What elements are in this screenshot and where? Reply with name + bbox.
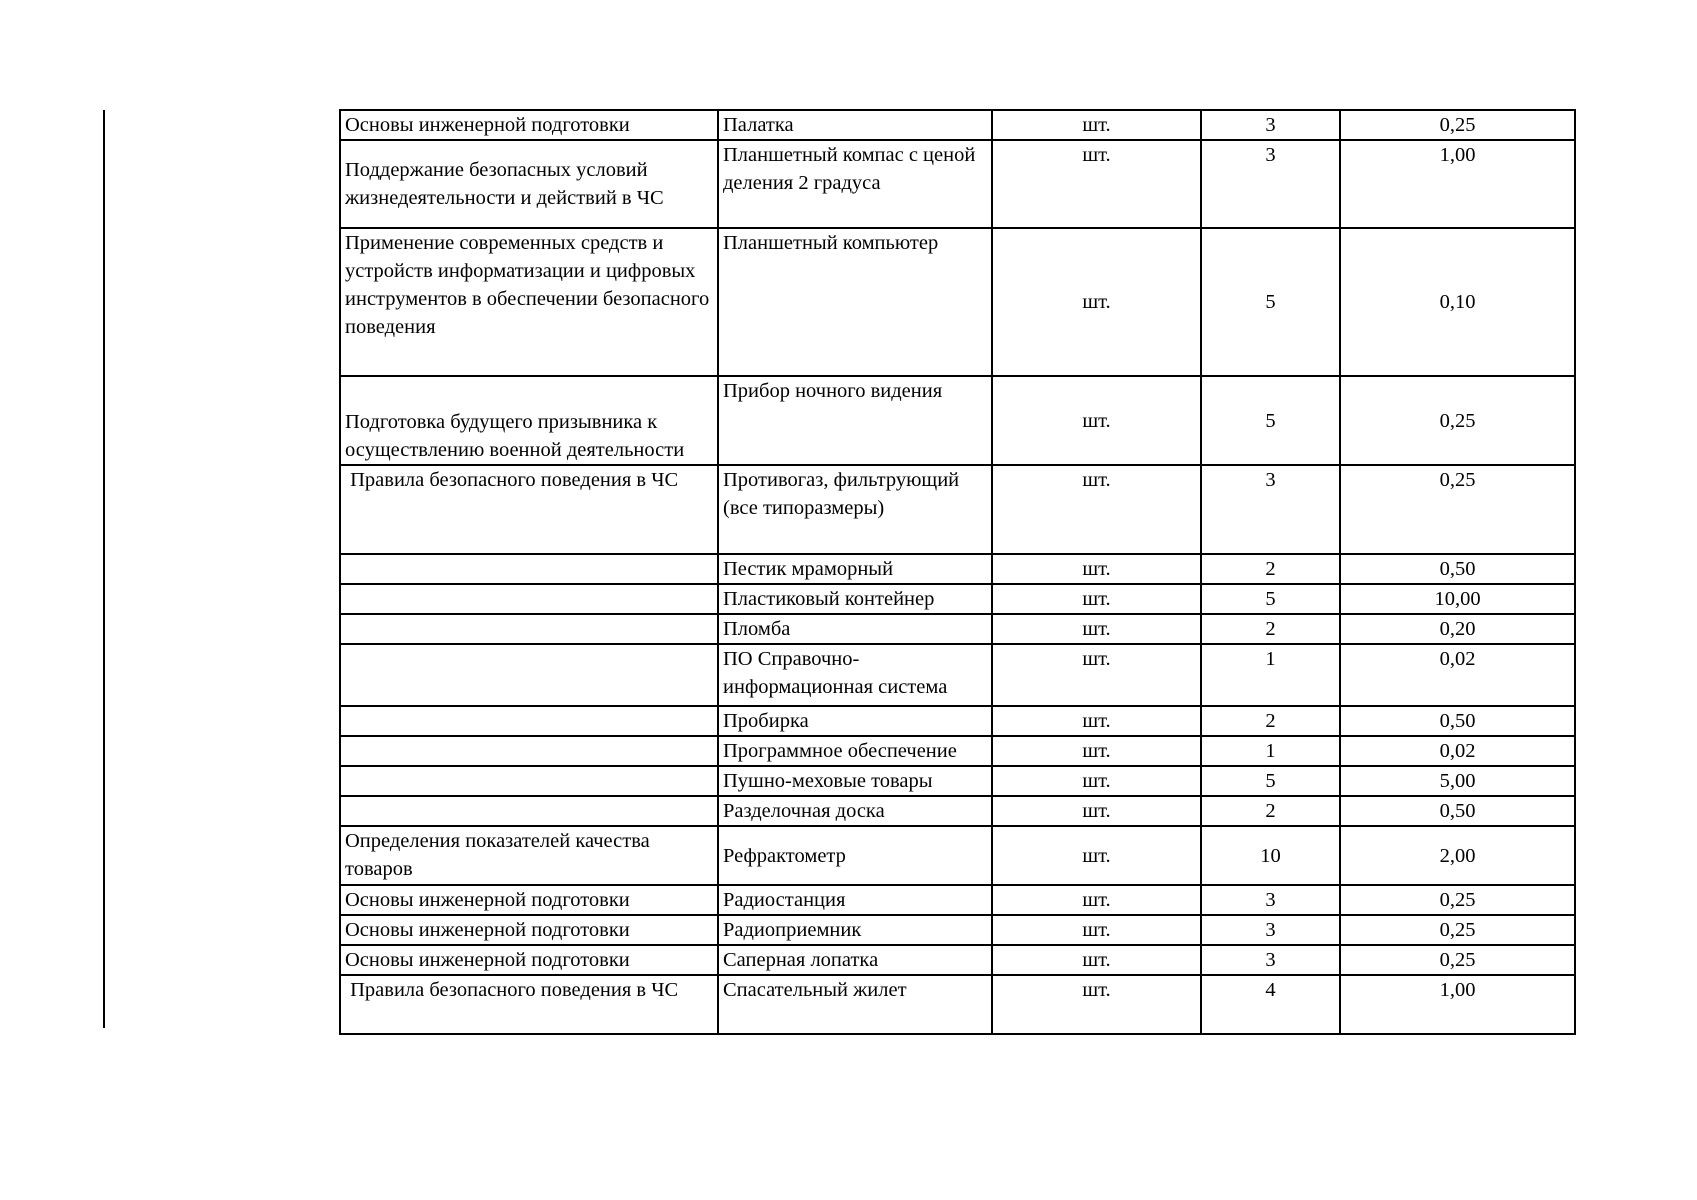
subject-cell [340,766,718,796]
qty-cell: 4 [1201,975,1340,1034]
subject-cell [340,736,718,766]
item-cell: Пломба [718,614,992,644]
value-cell: 0,02 [1340,736,1575,766]
table-row [340,584,1575,614]
qty-cell: 3 [1201,915,1340,945]
unit-cell: шт. [992,945,1201,975]
item-cell: Пестик мраморный [718,554,992,584]
table-row [340,826,1575,885]
value-cell: 0,10 [1340,228,1575,376]
value-cell: 1,00 [1340,975,1575,1034]
qty-cell: 2 [1201,554,1340,584]
unit-cell: шт. [992,736,1201,766]
table-row [340,110,1575,140]
table-row [340,228,1575,376]
table-row [340,736,1575,766]
value-cell: 0,25 [1340,915,1575,945]
unit-cell: шт. [992,554,1201,584]
subject-cell: Определения показателей качества товаров [340,826,718,885]
value-cell: 2,00 [1340,826,1575,885]
value-cell: 0,25 [1340,885,1575,915]
value-cell: 0,20 [1340,614,1575,644]
subject-cell: Основы инженерной подготовки [340,915,718,945]
item-cell: Спасательный жилет [718,975,992,1034]
table-row [340,376,1575,465]
subject-cell: Поддержание безопасных условий жизнедеятельности и действий в ЧС [340,140,718,228]
unit-cell: шт. [992,376,1201,465]
value-cell: 0,50 [1340,554,1575,584]
subject-cell [340,614,718,644]
table-row [340,945,1575,975]
qty-cell: 5 [1201,228,1340,376]
unit-cell: шт. [992,110,1201,140]
qty-cell: 3 [1201,945,1340,975]
item-cell: Противогаз, фильтрующий (все типоразмеры) [718,465,992,554]
table-row [340,975,1575,1034]
subject-cell: Основы инженерной подготовки [340,885,718,915]
item-cell: Радиоприемник [718,915,992,945]
subject-cell [340,554,718,584]
unit-cell: шт. [992,915,1201,945]
qty-cell: 1 [1201,736,1340,766]
unit-cell: шт. [992,706,1201,736]
qty-cell: 10 [1201,826,1340,885]
qty-cell: 5 [1201,584,1340,614]
table-row [340,706,1575,736]
item-cell: Палатка [718,110,992,140]
item-cell: ПО Справочно-информационная система [718,644,992,706]
value-cell: 0,25 [1340,110,1575,140]
item-cell: Программное обеспечение [718,736,992,766]
subject-cell: Подготовка будущего призывника к осуществлению военной деятельности [340,376,718,465]
value-cell: 0,25 [1340,945,1575,975]
item-cell: Разделочная доска [718,796,992,826]
value-cell: 5,00 [1340,766,1575,796]
item-cell: Прибор ночного видения [718,376,992,465]
subject-cell: Правила безопасного поведения в ЧС [340,465,718,554]
item-cell: Планшетный компас с ценой деления 2 градуса [718,140,992,228]
qty-cell: 5 [1201,766,1340,796]
table-row [340,140,1575,228]
unit-cell: шт. [992,826,1201,885]
item-cell: Радиостанция [718,885,992,915]
table-row [340,885,1575,915]
unit-cell: шт. [992,614,1201,644]
unit-cell: шт. [992,465,1201,554]
item-cell: Саперная лопатка [718,945,992,975]
value-cell: 1,00 [1340,140,1575,228]
subject-cell: Правила безопасного поведения в ЧС [340,975,718,1034]
value-cell: 0,50 [1340,706,1575,736]
subject-cell [340,584,718,614]
qty-cell: 3 [1201,140,1340,228]
subject-cell [340,644,718,706]
qty-cell: 5 [1201,376,1340,465]
table-row [340,766,1575,796]
qty-cell: 2 [1201,614,1340,644]
value-cell: 0,02 [1340,644,1575,706]
unit-cell: шт. [992,766,1201,796]
unit-cell: шт. [992,584,1201,614]
value-cell: 0,50 [1340,796,1575,826]
table-row [340,915,1575,945]
item-cell: Планшетный компьютер [718,228,992,376]
unit-cell: шт. [992,644,1201,706]
unit-cell: шт. [992,885,1201,915]
qty-cell: 3 [1201,110,1340,140]
unit-cell: шт. [992,228,1201,376]
table-row [340,614,1575,644]
value-cell: 10,00 [1340,584,1575,614]
table-row [340,554,1575,584]
subject-cell [340,796,718,826]
unit-cell: шт. [992,796,1201,826]
subject-cell: Основы инженерной подготовки [340,110,718,140]
subject-cell [340,706,718,736]
unit-cell: шт. [992,140,1201,228]
table-row [340,644,1575,706]
qty-cell: 1 [1201,644,1340,706]
table-row [340,796,1575,826]
left-margin-rule [103,110,105,1028]
subject-cell: Применение современных средств и устройств информатизации и цифровых инструментов в обеспечении безопасного поведения [340,228,718,376]
qty-cell: 2 [1201,796,1340,826]
qty-cell: 3 [1201,465,1340,554]
table-row [340,465,1575,554]
item-cell: Рефрактометр [718,826,992,885]
unit-cell: шт. [992,975,1201,1034]
value-cell: 0,25 [1340,376,1575,465]
equipment-table [339,109,1576,1035]
item-cell: Пластиковый контейнер [718,584,992,614]
qty-cell: 2 [1201,706,1340,736]
item-cell: Пушно-меховые товары [718,766,992,796]
qty-cell: 3 [1201,885,1340,915]
value-cell: 0,25 [1340,465,1575,554]
subject-cell: Основы инженерной подготовки [340,945,718,975]
item-cell: Пробирка [718,706,992,736]
